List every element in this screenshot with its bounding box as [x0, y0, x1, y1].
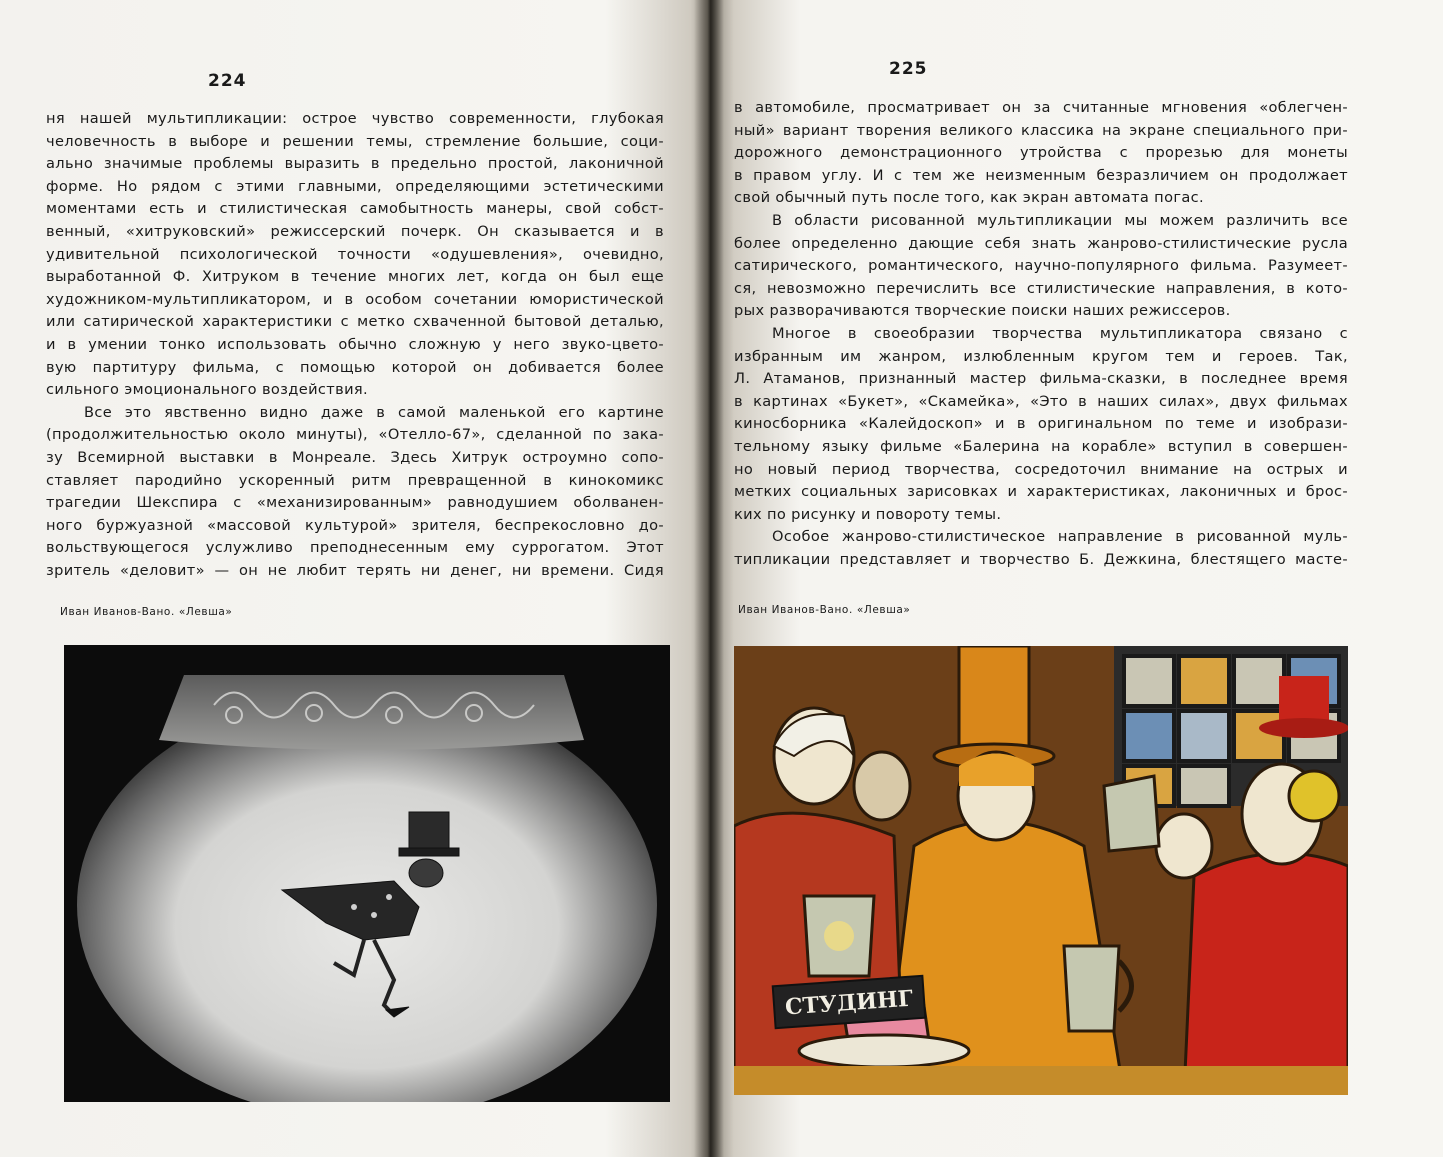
page-number-left: 224: [208, 71, 247, 91]
illustration-left: [64, 645, 670, 1102]
text-line: моментами есть и стилистическая самобытность манеры, свой собст-: [46, 200, 664, 218]
text-line: киносборника «Калейдоскоп» и в оригинальном по теме и изобрази-: [734, 415, 1348, 433]
text-line: но новый период творчества, сосредоточил внимание на острых и: [734, 460, 1348, 478]
text-line: в автомобиле, просматривает он за считанные мгновения «облегчен-: [734, 99, 1348, 116]
text-line: ких по рисунку и повороту темы.: [734, 505, 1002, 523]
text-line: в правом углу. И с тем же неизменным безразличием он продолжает: [734, 166, 1348, 184]
text-line: в картинах «Букет», «Скамейка», «Это в наших силах», двух фильмах: [734, 392, 1348, 410]
text-line: форме. Но рядом с этими главными, определяющими эстетическими: [46, 177, 664, 195]
text-line: В области рисованной мультипликации мы можем различить все: [772, 211, 1348, 229]
text-line: сатирического, романтического, научно-популярного фильма. Разумеет-: [734, 257, 1348, 275]
text-line: (продолжительностью около минуты), «Отелло-67», сделанной по зака-: [46, 426, 664, 444]
text-line: тельному языку фильме «Балерина на корабле» вступил в совершен-: [734, 437, 1348, 455]
text-line: вую партитуру фильма, с помощью которой он добивается более: [46, 358, 664, 376]
sign-text: СТУДИНГ: [784, 985, 914, 1021]
text-line: ся, невозможно перечислить все стилистические направления, в кото-: [734, 279, 1348, 297]
levsha-bw-still: [64, 645, 670, 1102]
left-page: [0, 0, 712, 1157]
mug-raised: [1104, 776, 1159, 851]
text-line: типликации представляет и творчество Б. Дежкина, блестящего масте-: [734, 550, 1348, 568]
text-line: свой обычный путь после того, как экран автомата погас.: [734, 189, 1205, 207]
mug-left: [804, 896, 874, 976]
right-page-text: [734, 97, 1348, 571]
text-line: Многое в своеобразии творчества мультипликатора связано с: [772, 324, 1348, 342]
text-line: Л. Атаманов, признанный мастер фильма-сказки, в последнее время: [734, 370, 1348, 388]
right-page: [712, 0, 1443, 1157]
text-line: ный» вариант творения великого классика на экране специального при-: [734, 121, 1348, 139]
book-gutter: [694, 0, 724, 1157]
text-line: ного буржуазной «массовой культурой» зрителя, беспрекословно до-: [46, 516, 664, 534]
page-number-right: 225: [889, 59, 928, 79]
text-line: избранным им жанром, излюбленным кругом тем и героев. Так,: [734, 347, 1348, 365]
text-line: сильного эмоционального воздействия.: [46, 381, 369, 399]
text-line: трагедии Шекспира с «механизированным» равнодушием оболванен-: [46, 494, 664, 512]
text-line: метких социальных зарисовках и характеристиках, лаконичных и брос-: [734, 483, 1348, 501]
text-line: вольствующегося услужливо преподнесенным ему суррогатом. Этот: [46, 539, 664, 557]
text-line: зу Всемирной выставки в Монреале. Здесь Хитрук остроумно сопо-: [46, 448, 664, 466]
text-line: более определенно дающие себя знать жанрово-стилистические русла: [734, 234, 1348, 252]
text-line: ставляет пародийно ускоренный ритм превращенной в кинокомикс: [46, 471, 664, 489]
text-line: рых разворачиваются творческие поиски наших режиссеров.: [734, 302, 1231, 320]
caption-left: Иван Иванов-Вано. «Левша»: [60, 606, 233, 618]
text-line: Особое жанрово-стилистическое направление в рисованной муль-: [772, 528, 1348, 546]
text-line: художником-мультипликатором, и в особом сочетании юмористической: [46, 290, 664, 308]
text-line: ня нашей мультипликации: острое чувство современности, глубокая: [46, 110, 664, 127]
caption-right: Иван Иванов-Вано. «Левша»: [738, 604, 911, 616]
text-line: венный, «хитруковский» режиссерский почерк. Он сказывается и в: [46, 222, 664, 240]
text-line: зритель «деловит» — он не любит терять ни денег, ни времени. Сидя: [46, 561, 664, 579]
left-page-text: [46, 108, 664, 582]
text-line: и в умении тонко использовать обычно сложную у него звуко-цвето-: [46, 335, 664, 353]
text-line: или сатирической характеристики с метко схваченной бытовой деталью,: [46, 313, 664, 331]
text-line: выработанной Ф. Хитруком в течение многих лет, когда он был еще: [46, 268, 664, 286]
text-line: ально значимые проблемы выразить в предельно простой, лаконичной: [46, 155, 664, 173]
levsha-color-still: [734, 646, 1348, 1095]
illustration-right: [734, 646, 1348, 1095]
text-line: человечность в выборе и решении темы, стремление большие, соци-: [46, 132, 664, 150]
text-line: Все это явственно видно даже в самой маленькой его картине: [84, 403, 664, 421]
text-line: дорожного демонстрационного утройства с прорезью для монеты: [734, 144, 1348, 162]
text-line: удивительной психологической точности «одушевления», очевидно,: [46, 245, 664, 263]
